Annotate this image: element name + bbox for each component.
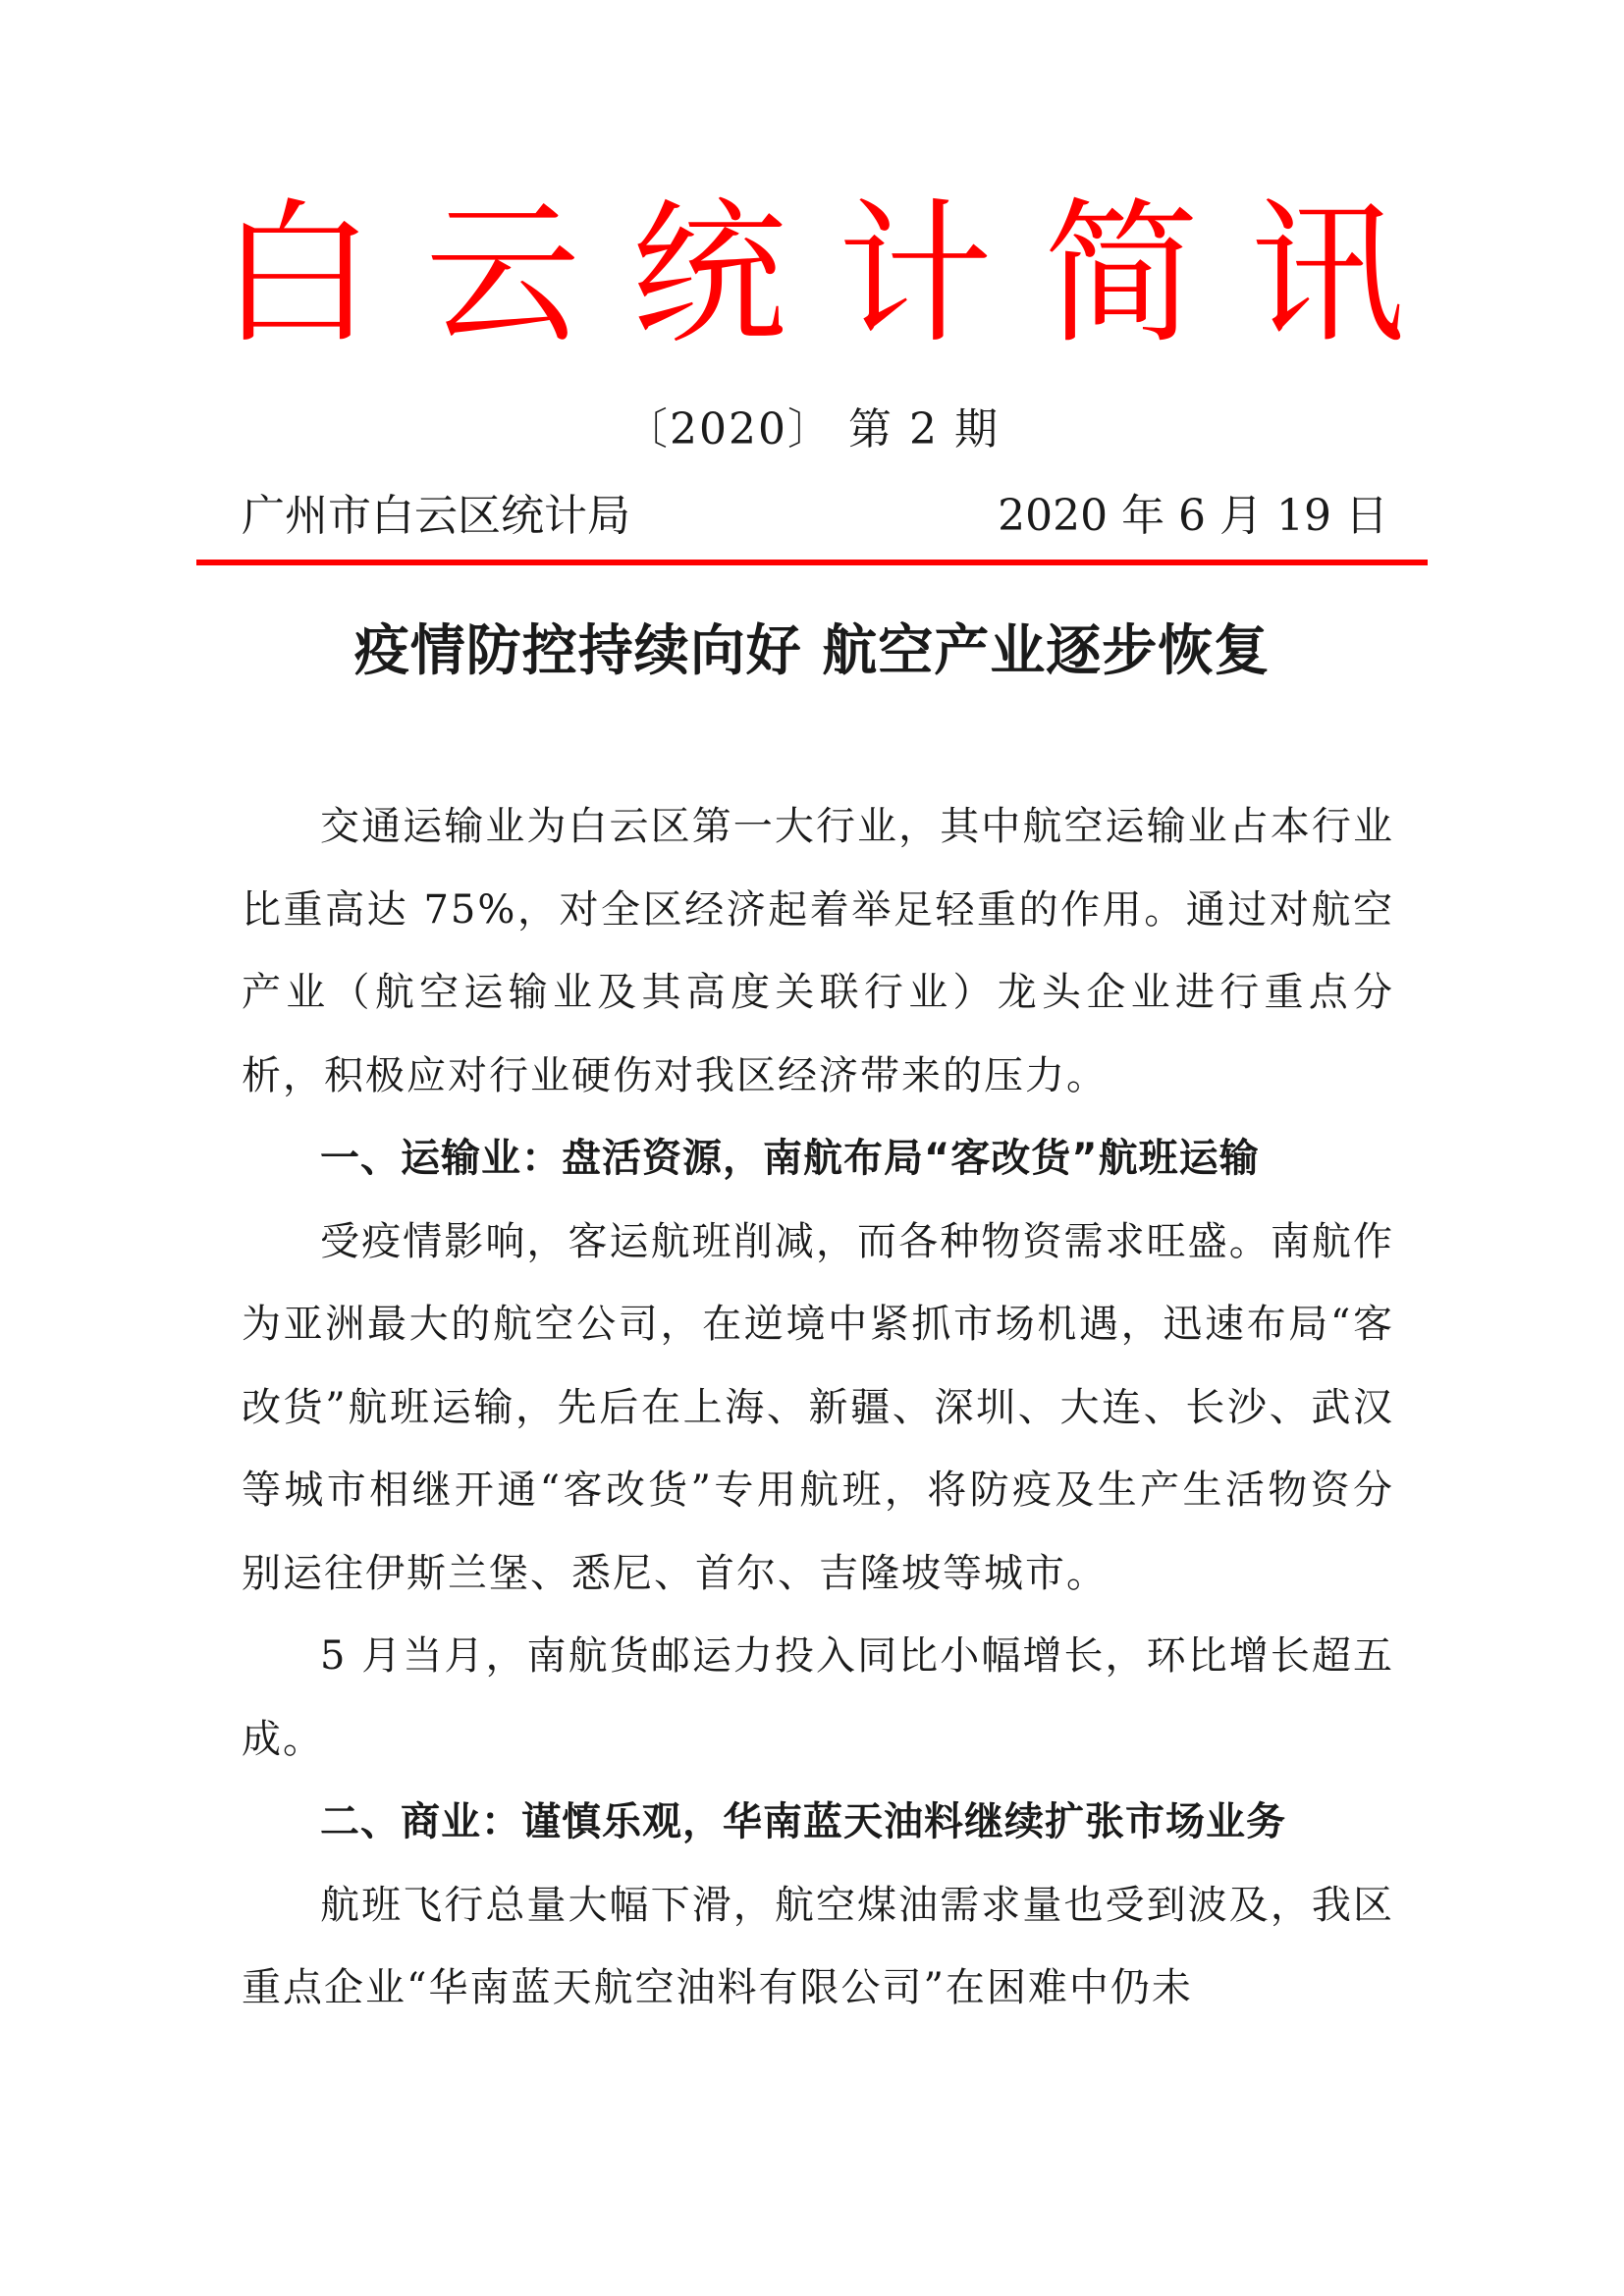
intro-paragraph: 交通运输业为白云区第一大行业，其中航空运输业占本行业比重高达 75%，对全区经济起着举足轻重的作用。通过对航空产业（航空运输业及其高度关联行业）龙头企业进行重点分析，积极应对行业硬伤对我区经济带来的压力。 (242, 804, 1394, 1098)
section-paragraph: 受疫情影响，客运航班削减，而各种物资需求旺盛。南航作为亚洲最大的航空公司，在逆境中紧抓市场机遇，迅速布局“客改货”航班运输，先后在上海、新疆、深圳、大连、长沙、武汉等城市相继开通“客改货”专用航班，将防疫及生产生活物资分别运往伊斯兰堡、悉尼、首尔、吉隆坡等城市。 (242, 1218, 1394, 1596)
issue-number: 〔2020〕 第 2 期 (624, 404, 1000, 454)
masthead-title: 白云统计简讯 (219, 185, 1456, 365)
section-heading: 二、商业：谨慎乐观，华南蓝天油料继续扩张市场业务 (320, 1799, 1286, 1844)
section-paragraph: 航班飞行总量大幅下滑，航空煤油需求量也受到波及，我区重点企业“华南蓝天航空油料有限公司”在困难中仍未 (242, 1882, 1394, 2010)
section-paragraph: 5 月当月，南航货邮运力投入同比小幅增长，环比增长超五成。 (242, 1633, 1394, 1762)
issue-date: 2020 年 6 月 19 日 (998, 491, 1388, 541)
red-divider-line (196, 560, 1428, 565)
article-headline: 疫情防控持续向好 航空产业逐步恢复 (353, 619, 1271, 683)
section-heading: 一、运输业：盘活资源，南航布局“客改货”航班运输 (320, 1136, 1260, 1181)
issuer-name: 广州市白云区统计局 (242, 491, 630, 541)
article-body (242, 785, 1394, 2030)
